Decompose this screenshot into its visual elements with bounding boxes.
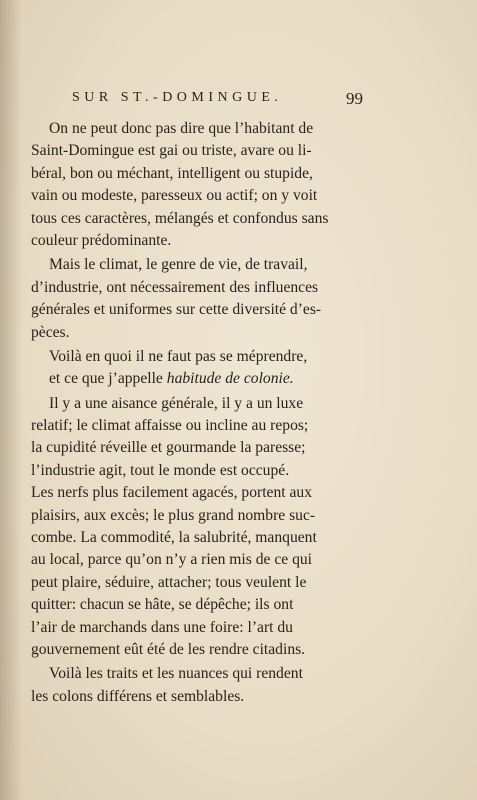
text-line: Mais le climat, le genre de vie, de travail, xyxy=(49,256,308,274)
text-line: Voilà les traits et les nuances qui rendent xyxy=(49,665,303,683)
text-line xyxy=(31,368,391,390)
text-line: au local, parce qu’on n’y a rien mis de ce qui xyxy=(31,551,313,569)
text-line: plaisirs, aux excès; le plus grand nombre suc- xyxy=(31,506,316,524)
text-line: les colons différens et semblables. xyxy=(31,687,245,705)
text-line: la cupidité réveille et gourmande la paresse; xyxy=(31,439,306,457)
text-run: et ce que j’appelle xyxy=(49,370,167,388)
text-line: pèces. xyxy=(31,323,70,341)
text-line: générales et uniformes sur cette diversité d’es- xyxy=(31,301,322,319)
paragraph-5 xyxy=(31,663,391,708)
text-line: combe. La commodité, la salubrité, manquent xyxy=(31,529,317,547)
page-header xyxy=(0,90,477,112)
text-line: l’industrie agit, tout le monde est occupé. xyxy=(31,461,290,479)
text-line: d’industrie, ont nécessairement des influences xyxy=(31,278,319,296)
body-text xyxy=(31,118,391,708)
text-line: Les nerfs plus facilement agacés, portent aux xyxy=(31,484,313,502)
text-line: peut plaire, séduire, attacher; tous veulent le xyxy=(31,573,307,591)
text-line: tous ces caractères, mélangés et confondus sans xyxy=(31,209,329,227)
gutter-shadow xyxy=(0,0,22,800)
paragraph-1 xyxy=(31,118,391,252)
italic-phrase: habitude de colonie. xyxy=(166,370,294,388)
text-line: Il y a une aisance générale, il y a un luxe xyxy=(49,394,304,412)
paragraph-2 xyxy=(31,254,391,344)
paragraph-4 xyxy=(31,393,391,662)
page-number: 99 xyxy=(346,89,363,108)
text-line: quitter: chacun se hâte, se dépêche; ils ont xyxy=(31,596,294,614)
text-line: béral, bon ou méchant, intelligent ou stupide, xyxy=(31,164,313,182)
text-line: couleur prédominante. xyxy=(31,231,172,249)
running-head: SUR ST.-DOMINGUE. xyxy=(72,90,283,105)
text-line: On ne peut donc pas dire que l’habitant de xyxy=(49,120,314,137)
paragraph-3 xyxy=(31,346,391,391)
text-line: gouvernement eût été de les rendre citadins. xyxy=(31,640,306,658)
text-line: l’air de marchands dans une foire: l’art du xyxy=(31,618,293,636)
text-line: Saint-Domingue est gai ou triste, avare ou li- xyxy=(31,142,312,160)
text-line: relatif; le climat affaisse ou incline au repos; xyxy=(31,417,309,435)
text-line: vain ou modeste, paresseux ou actif; on y voit xyxy=(31,187,318,205)
text-line: Voilà en quoi il ne faut pas se méprendre, xyxy=(49,347,308,365)
